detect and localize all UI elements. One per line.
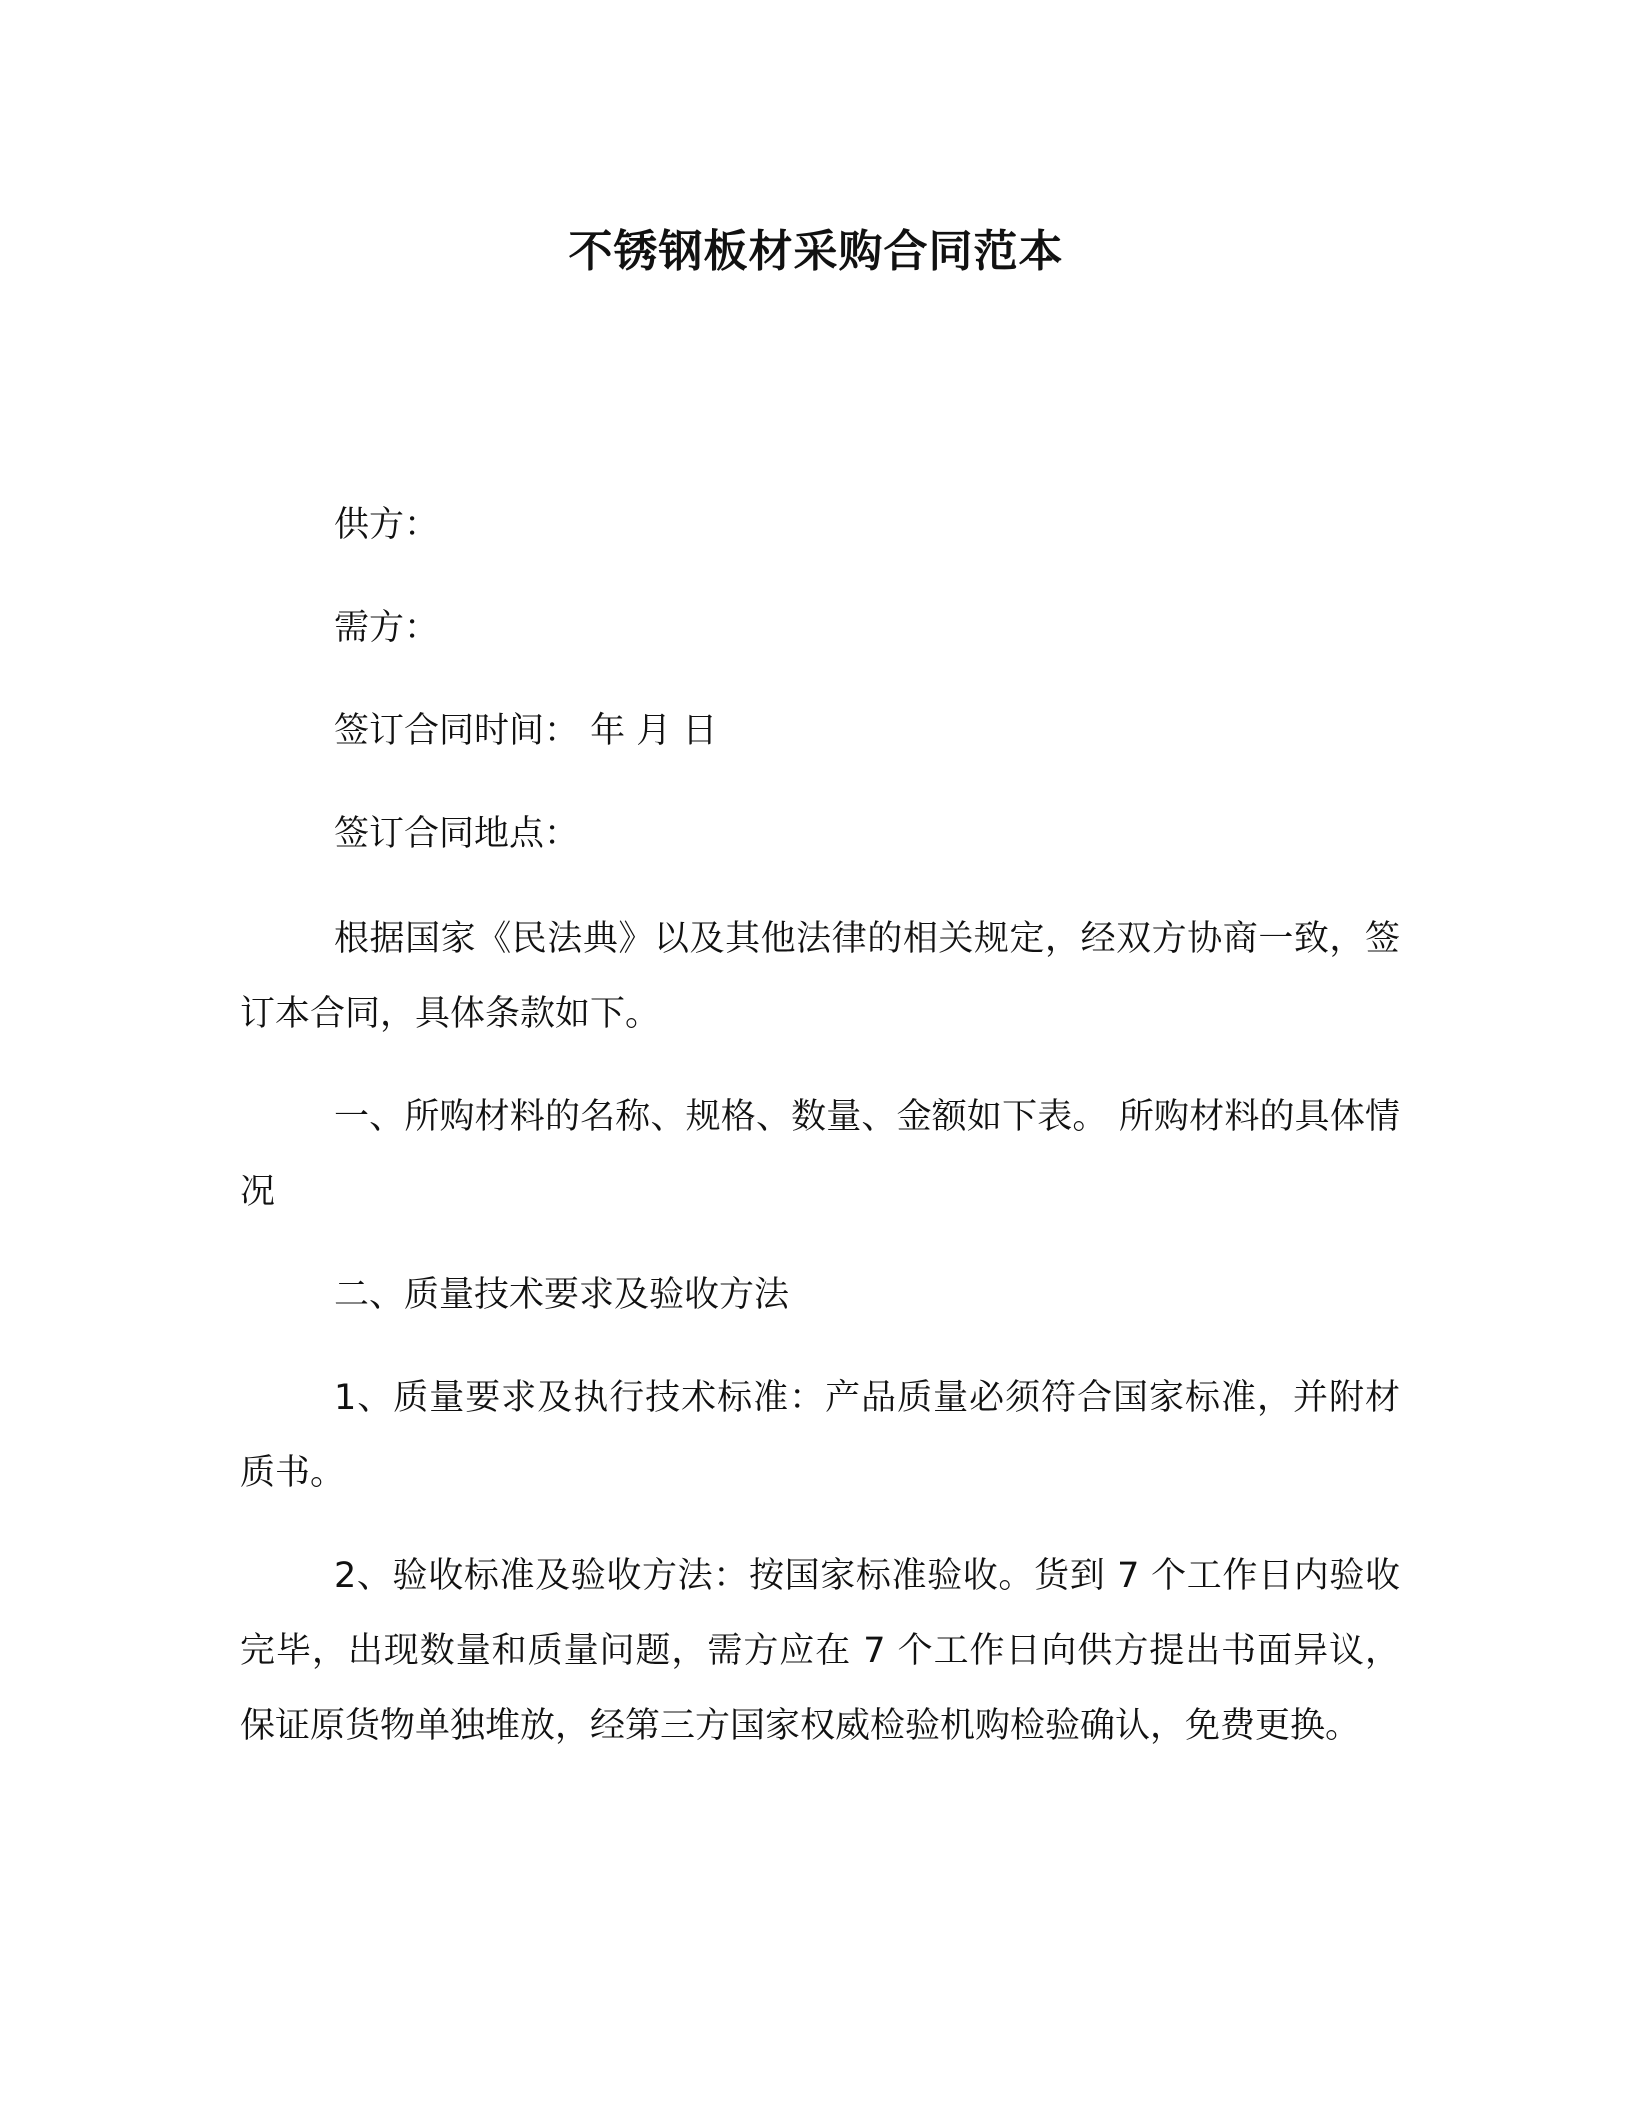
document-title: 不锈钢板材采购合同范本 (568, 226, 1064, 277)
section-2-heading: 二、质量技术要求及验收方法 (334, 1275, 790, 1315)
contract-fields (240, 488, 1400, 900)
clause-2-paragraph: 2、验收标准及验收方法：按国家标准验收。货到 7 个工作日内验收完毕，出现数量和质量问题，需方应在 7 个工作日向供方提出书面异议，保证原货物单独堆放，经第三方国家权威检验机购检验确认，免费更换。 (240, 1556, 1400, 1746)
contract-body (240, 902, 1400, 1792)
sign-date-field: 签订合同时间： 年 月 日 (334, 711, 718, 751)
clause-1-paragraph: 1、质量要求及执行技术标准：产品质量必须符合国家标准，并附材质书。 (240, 1378, 1400, 1493)
supplier-field: 供方： (334, 505, 440, 545)
section-1-paragraph: 一、所购材料的名称、规格、数量、金额如下表。 所购材料的具体情况 (240, 1097, 1400, 1212)
intro-paragraph: 根据国家《民法典》以及其他法律的相关规定，经双方协商一致，签订本合同，具体条款如下。 (240, 919, 1400, 1034)
buyer-field: 需方： (334, 608, 440, 648)
sign-place-field: 签订合同地点： (334, 814, 580, 854)
